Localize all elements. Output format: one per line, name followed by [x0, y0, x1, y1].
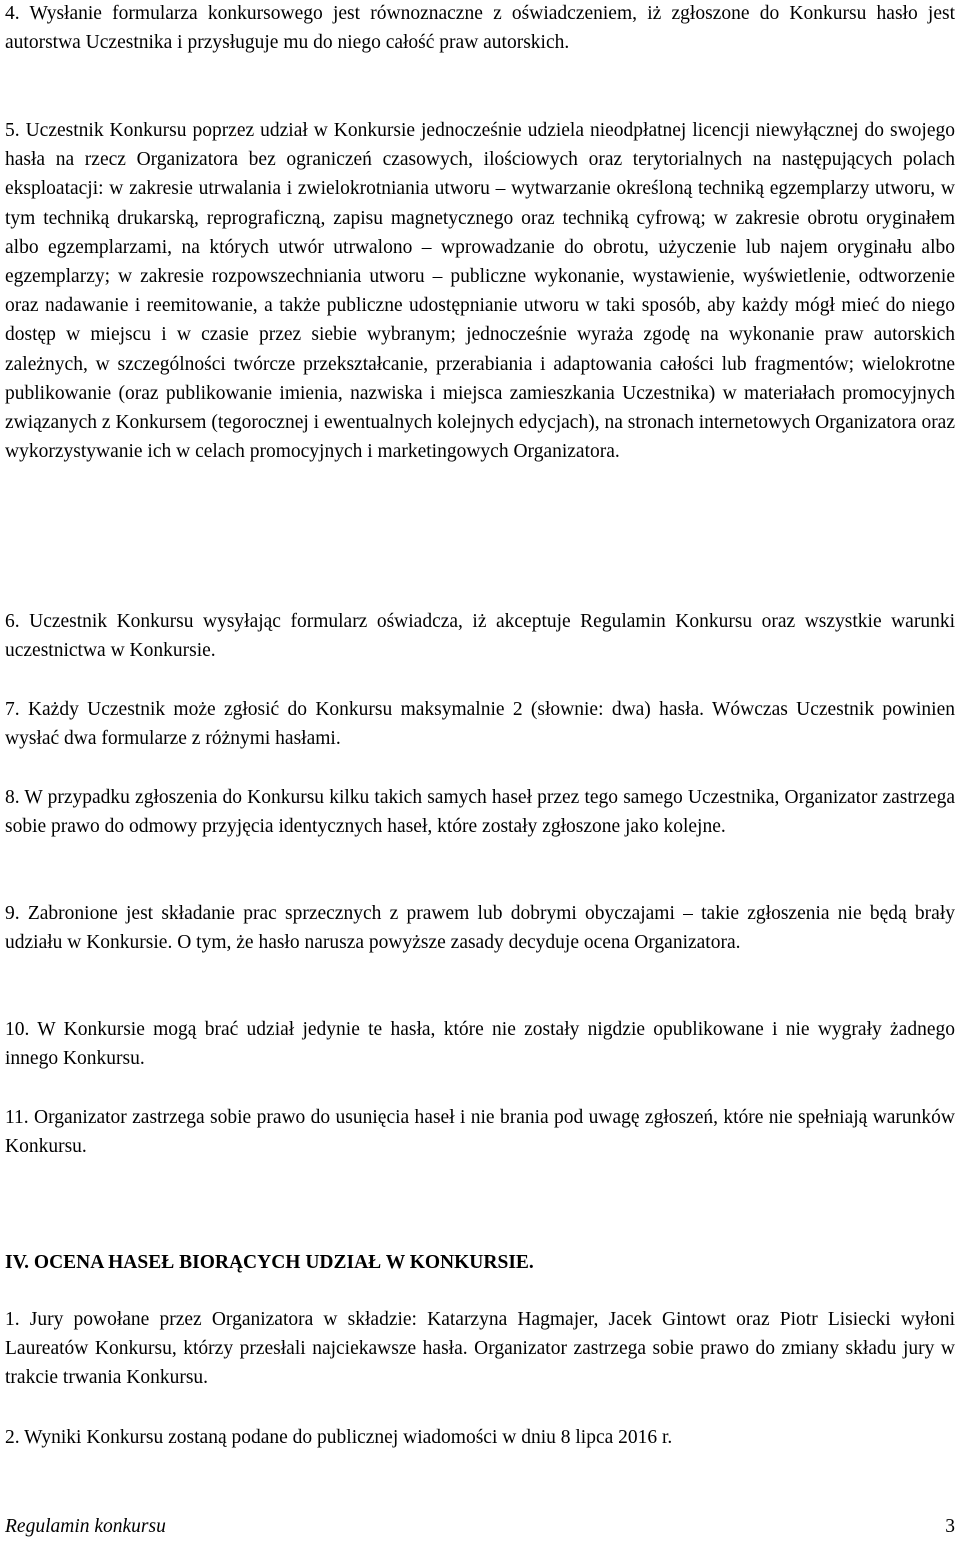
paragraph-9: 9. Zabronione jest składanie prac sprzecznych z prawem lub dobrymi obyczajami – takie zgłoszenia nie będą brały udziału w Konkursie. O tym, że hasło narusza powyższe zasady decyduje ocena Organizatora.: [5, 903, 955, 954]
paragraph-4: 4. Wysłanie formularza konkursowego jest równoznaczne z oświadczeniem, iż zgłoszone do Konkursu hasło jest autorstwa Uczestnika i przysługuje mu do niego całość praw autorskich.: [5, 3, 955, 54]
paragraph-6: 6. Uczestnik Konkursu wysyłając formularz oświadcza, iż akceptuje Regulamin Konkursu oraz wszystkie warunki uczestnictwa w Konkursie.: [5, 611, 955, 662]
page-number: 3: [945, 1516, 955, 1537]
paragraph-10: 10. W Konkursie mogą brać udział jedynie te hasła, które nie zostały nigdzie opublikowane i nie wygrały żadnego innego Konkursu.: [5, 1019, 955, 1070]
section-iv-heading: IV. OCENA HASEŁ BIORĄCYCH UDZIAŁ W KONKURSIE.: [5, 1252, 534, 1273]
paragraph-11: 11. Organizator zastrzega sobie prawo do usunięcia haseł i nie brania pod uwagę zgłoszeń, które nie spełniają warunków Konkursu.: [5, 1107, 955, 1158]
paragraph-7: 7. Każdy Uczestnik może zgłosić do Konkursu maksymalnie 2 (słownie: dwa) hasła. Wówczas Uczestnik powinien wysłać dwa formularze z różnymi hasłami.: [5, 699, 955, 750]
section-iv-paragraph-2: 2. Wyniki Konkursu zostaną podane do publicznej wiadomości w dniu 8 lipca 2016 r.: [5, 1427, 673, 1448]
footer-title: Regulamin konkursu: [5, 1516, 166, 1537]
paragraph-8: 8. W przypadku zgłoszenia do Konkursu kilku takich samych haseł przez tego samego Uczestnika, Organizator zastrzega sobie prawo do odmowy przyjęcia identycznych haseł, które zostały zgłoszone jako kolejne.: [5, 787, 955, 838]
paragraph-5: 5. Uczestnik Konkursu poprzez udział w Konkursie jednocześnie udziela nieodpłatnej licencji niewyłącznej do swojego hasła na rzecz Organizatora bez ograniczeń czasowych, ilościowych oraz terytorialnych na następujących polach eksploatacji: w zakresie utrwalania i zwielokrotniania utworu – wytwarzanie określoną techniką egzemplarzy utworu, w tym techniką drukarską, reprograficzną, zapisu magnetycznego oraz techniką cyfrową; w zakresie obrotu oryginałem albo egzemplarzami, na których utwór utrwalono – wprowadzanie do obrotu, użyczenie lub najem oryginału albo egzemplarzy; w zakresie rozpowszechniania utworu – publiczne wykonanie, wystawienie, wyświetlenie, odtworzenie oraz nadawanie i reemitowanie, a także publiczne udostępnianie utworu w taki sposób, aby każdy mógł mieć do niego dostęp w miejscu i w czasie przez siebie wybranym; jednocześnie wyraża zgodę na wykonanie praw autorskich zależnych, w szczególności twórcze przekształcanie, przerabiania i adaptowania całości lub fragmentów; wielokrotne publikowanie (oraz publikowanie imienia, nazwiska i miejsca zamieszkania Uczestnika) w materiałach promocyjnych związanych z Konkursem (tegorocznej i ewentualnych kolejnych edycjach), na stronach internetowych Organizatora oraz wykorzystywanie ich w celach promocyjnych i marketingowych Organizatora.: [5, 120, 955, 463]
section-iv-paragraph-1: 1. Jury powołane przez Organizatora w składzie: Katarzyna Hagmajer, Jacek Gintowt oraz Piotr Lisiecki wyłoni Laureatów Konkursu, którzy przesłali najciekawsze hasła. Organizator zastrzega sobie prawo do zmiany składu jury w trakcie trwania Konkursu.: [5, 1309, 955, 1389]
